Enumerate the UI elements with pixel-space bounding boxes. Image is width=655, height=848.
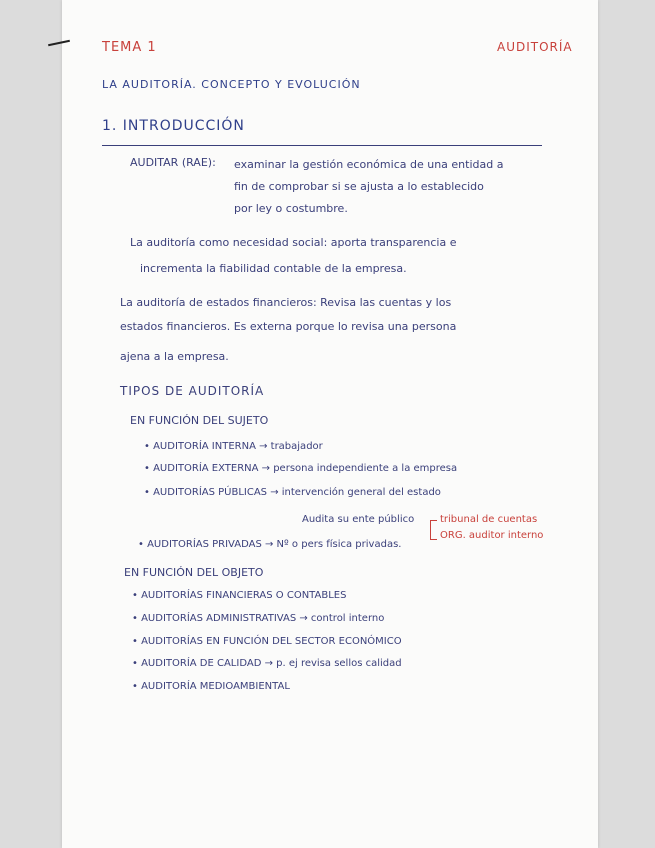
definition-line: fin de comprobar si se ajusta a lo establecido: [234, 180, 484, 193]
paragraph-line: La auditoría de estados financieros: Revisa las cuentas y los: [120, 296, 452, 309]
list-item: • AUDITORÍA DE CALIDAD → p. ej revisa sellos calidad: [132, 658, 402, 669]
subject-label: AUDITORÍA: [497, 40, 573, 54]
list-item: • AUDITORÍA EXTERNA → persona independiente a la empresa: [144, 463, 457, 474]
paragraph-line: incrementa la fiabilidad contable de la empresa.: [140, 262, 407, 275]
topic-label: TEMA 1: [102, 40, 157, 55]
public-audit-note: Audita su ente público: [302, 514, 415, 525]
page-subtitle: LA AUDITORÍA. CONCEPTO Y EVOLUCIÓN: [102, 78, 361, 91]
definition-line: por ley o costumbre.: [234, 202, 348, 215]
list-item: • AUDITORÍAS FINANCIERAS O CONTABLES: [132, 590, 346, 601]
paragraph-line: La auditoría como necesidad social: aporta transparencia e: [130, 236, 457, 249]
bracket-mark: [430, 520, 437, 540]
public-target: tribunal de cuentas: [440, 514, 538, 525]
list-item: • AUDITORÍA INTERNA → trabajador: [144, 441, 323, 452]
list-item: • AUDITORÍAS EN FUNCIÓN DEL SECTOR ECONÓMICO: [132, 636, 402, 647]
definition-line: examinar la gestión económica de una entidad a: [234, 158, 504, 171]
section-heading: 1. INTRODUCCIÓN: [102, 118, 245, 134]
list-item: • AUDITORÍAS PRIVADAS → Nº o pers física privadas.: [138, 539, 401, 550]
heading-underline: [102, 145, 542, 146]
list-item: • AUDITORÍAS PÚBLICAS → intervención general del estado: [144, 487, 441, 498]
definition-term: AUDITAR (RAE):: [130, 156, 216, 169]
paragraph-line: ajena a la empresa.: [120, 350, 229, 363]
paragraph-line: estados financieros. Es externa porque lo revisa una persona: [120, 320, 457, 333]
notebook-page: [62, 0, 598, 848]
subgroup-heading: EN FUNCIÓN DEL SUJETO: [130, 414, 269, 427]
list-item: • AUDITORÍAS ADMINISTRATIVAS → control interno: [132, 613, 384, 624]
types-heading: TIPOS DE AUDITORÍA: [120, 384, 265, 398]
public-target: ORG. auditor interno: [440, 530, 544, 541]
list-item: • AUDITORÍA MEDIOAMBIENTAL: [132, 681, 290, 692]
subgroup-heading: EN FUNCIÓN DEL OBJETO: [124, 566, 264, 579]
